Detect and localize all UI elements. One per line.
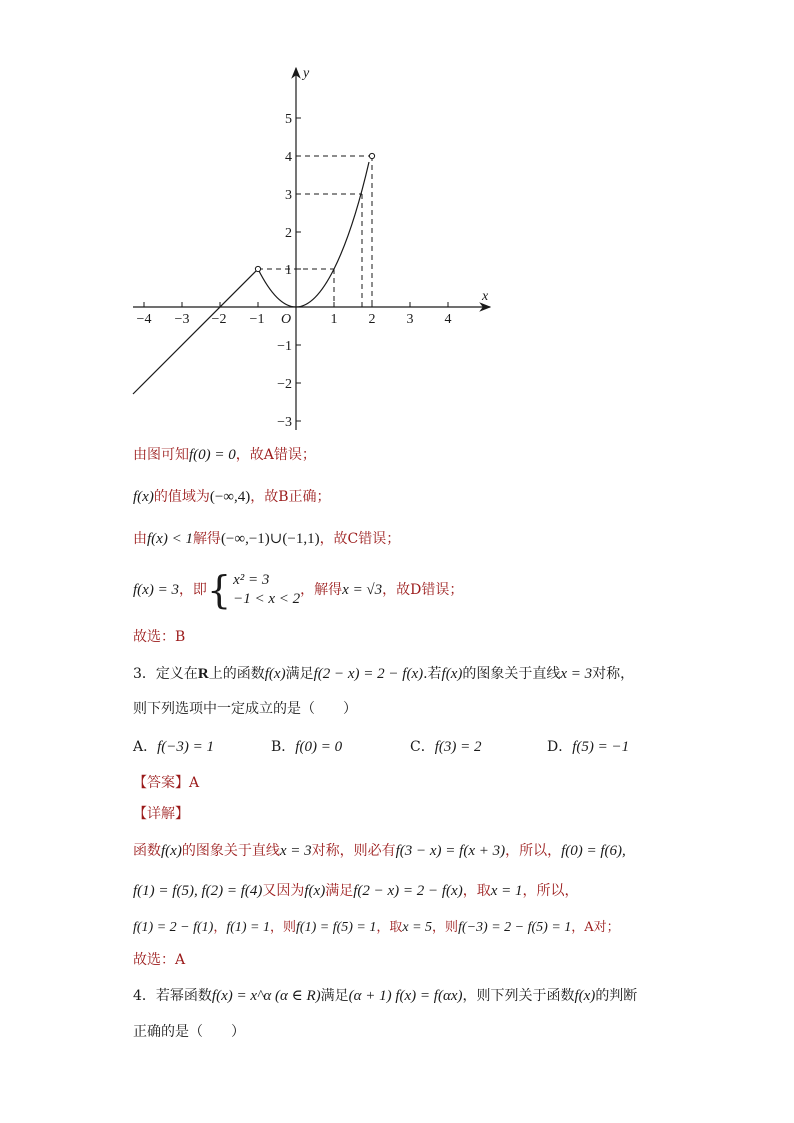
q3-solution-line-2 [133, 881, 578, 901]
text: ，则下列关于函数 [462, 988, 575, 1004]
text: ，则 [432, 920, 459, 935]
option-expr: f(3) = 2 [434, 739, 482, 755]
math-expr: f(x) [304, 883, 326, 899]
text: ，故D错误； [382, 582, 464, 598]
text: 对称，则必有 [311, 843, 396, 859]
y-tick-label: 4 [285, 150, 292, 165]
math-expr: (−∞,4) [209, 489, 251, 505]
option-expr: f(5) = −1 [572, 739, 630, 755]
math-expr: (α + 1) f(x) = f(αx) [348, 988, 463, 1004]
equation-system [206, 568, 301, 612]
text: 的判断 [595, 988, 638, 1004]
y-tick-labels [277, 112, 292, 430]
y-tick-label: 5 [285, 112, 292, 127]
math-expr: f(x) [133, 489, 154, 505]
text: 满足 [325, 883, 354, 899]
q4-stem-line-2: 正确的是（ ） [133, 1024, 245, 1040]
open-point-neg1 [255, 266, 260, 271]
analysis-line-2 [133, 487, 331, 507]
math-expr: f(0) = f(6), [561, 843, 626, 859]
option-letter: C． [410, 739, 435, 755]
x-tick-labels [137, 312, 452, 327]
option-letter: D． [547, 739, 573, 755]
q3-stem-line-2: 则下列选项中一定成立的是（ ） [133, 701, 357, 717]
option-d[interactable] [547, 736, 629, 756]
q3-stem-line-1 [133, 664, 634, 684]
x-tick-label: −3 [174, 312, 190, 327]
math-expr: f(x) [574, 988, 596, 1004]
math-expr: f(1) = 2 − f(1) [133, 920, 214, 935]
q3-choice: 故选：A [133, 952, 186, 968]
math-expr: f(x) [161, 843, 182, 859]
text: .若 [423, 666, 442, 682]
x-tick-label: 2 [368, 312, 376, 327]
detail-label: 【详解】 [133, 806, 189, 822]
math-expr: −1 < x < 2 [233, 591, 301, 607]
text: 的值域为 [153, 489, 210, 505]
x-tick-label: 3 [406, 312, 414, 327]
math-expr: f(1) = f(5) = 1 [296, 920, 377, 935]
text: ，即 [178, 582, 207, 598]
y-tick-label: −3 [277, 415, 292, 430]
text: ，解得 [300, 582, 343, 598]
option-c[interactable] [410, 736, 482, 756]
x-axis-label: x [482, 289, 489, 304]
math-expr: (−∞,−1)∪(−1,1) [220, 531, 320, 547]
q3-solution-line-1 [133, 841, 626, 861]
text: ，故A错误； [235, 447, 316, 463]
text: 的图象关于直线 [181, 843, 280, 859]
text: 满足 [285, 666, 314, 682]
option-letter: B． [271, 739, 296, 755]
math-expr: x = 3 [560, 666, 593, 682]
option-letter: A． [133, 739, 158, 755]
text: 的图象关于直线 [462, 666, 561, 682]
y-tick-label: −1 [277, 339, 292, 354]
text: ， [213, 920, 227, 935]
math-expr: f(1) = f(5), f(2) = f(4) [133, 883, 263, 899]
text: ，取 [462, 883, 491, 899]
y-tick-label: 3 [285, 188, 292, 203]
math-expr: f(x) < 1 [147, 531, 193, 547]
math-expr: x² = 3 [233, 572, 270, 588]
answer-label: 【答案】A [133, 775, 200, 791]
option-expr: f(0) = 0 [295, 739, 343, 755]
math-expr: f(−3) = 2 − f(5) = 1 [458, 920, 572, 935]
math-expr: x = 3 [279, 843, 312, 859]
y-tick-label: 2 [285, 226, 292, 241]
text: ，故C错误； [319, 531, 401, 547]
text: 满足 [320, 988, 349, 1004]
text: 解得 [192, 531, 221, 547]
y-axis-label: y [303, 66, 310, 81]
text: 对称， [592, 666, 635, 682]
text: 上的函数 [208, 666, 265, 682]
option-a[interactable] [133, 736, 214, 756]
text: 又因为 [262, 883, 305, 899]
math-expr: R [197, 666, 209, 682]
option-b[interactable] [271, 736, 342, 756]
math-expr: f(x) [264, 666, 286, 682]
text: 由图可知 [133, 447, 189, 463]
math-expr: f(1) = 1 [226, 920, 271, 935]
x-tick-label: 4 [444, 312, 452, 327]
math-expr: x = 1 [490, 883, 523, 899]
text: 4．若幂函数 [133, 988, 212, 1004]
math-expr: f(2 − x) = 2 − f(x) [313, 666, 424, 682]
math-expr: f(x) = x^α (α ∈ R) [211, 988, 321, 1004]
x-tick-label: 1 [330, 312, 338, 327]
y-tick-label: −2 [277, 377, 292, 392]
text: ，则 [270, 920, 297, 935]
origin-label: O [281, 312, 292, 327]
x-tick-label: −2 [211, 312, 227, 327]
option-expr: f(−3) = 1 [157, 739, 215, 755]
function-curve-parabola [258, 162, 369, 307]
analysis-line-1 [133, 445, 316, 465]
math-expr: f(3 − x) = f(x + 3) [395, 843, 506, 859]
left-brace-icon: { [206, 568, 232, 612]
analysis-choice: 故选：B [133, 629, 186, 645]
analysis-line-4 [133, 568, 463, 612]
text: 函数 [133, 843, 161, 859]
y-tick-label: 1 [285, 263, 292, 278]
math-expr: f(0) = 0 [189, 447, 236, 463]
math-expr: f(x) = 3 [133, 582, 179, 598]
q4-stem-line-1 [133, 986, 637, 1006]
function-graph [0, 0, 794, 440]
math-expr: x = √3 [342, 582, 383, 598]
text: 3．定义在 [133, 666, 198, 682]
x-tick-label: −1 [249, 312, 265, 327]
text: ，A对； [571, 920, 620, 935]
text: 由 [133, 531, 147, 547]
dashed-guides [258, 156, 372, 307]
text: ，取 [376, 920, 403, 935]
function-curve-linear [133, 269, 258, 394]
text: ，所以， [522, 883, 579, 899]
open-point-2 [369, 153, 374, 158]
x-tick-label: −4 [136, 312, 152, 327]
analysis-line-3 [133, 529, 400, 549]
math-expr: f(2 − x) = 2 − f(x) [353, 883, 463, 899]
text: ，所以， [505, 843, 562, 859]
math-expr: f(x) [441, 666, 463, 682]
text: ，故B正确； [250, 489, 331, 505]
math-expr: x = 5 [402, 920, 433, 935]
q3-solution-line-3 [133, 918, 620, 938]
